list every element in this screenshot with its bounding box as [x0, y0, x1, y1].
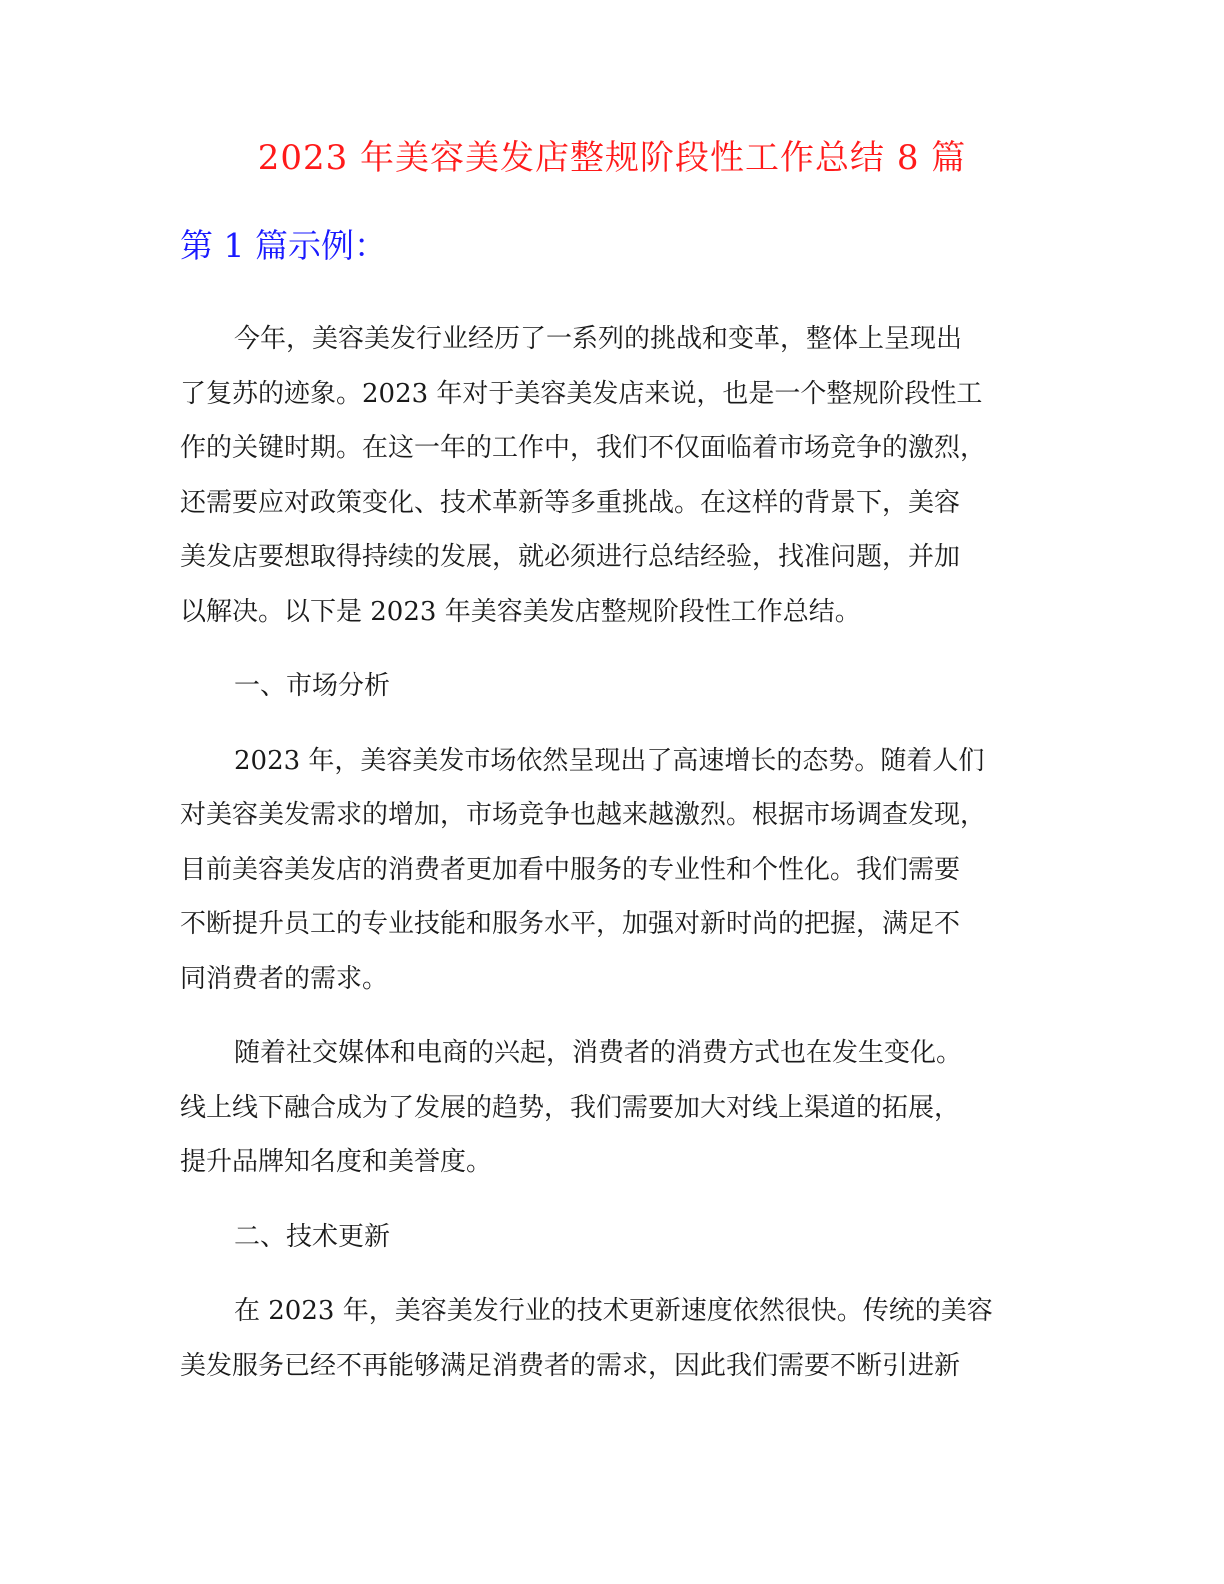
intro-paragraph [180, 312, 1060, 639]
text-line: 同消费者的需求。 [180, 963, 389, 994]
text-line: 对美容美发需求的增加，市场竞争也越来越激烈。根据市场调查发现， [180, 800, 987, 830]
section-heading: 第 1 篇示例： [180, 226, 387, 265]
social-media-paragraph [180, 1026, 1060, 1190]
text-line: 线上线下融合成为了发展的趋势，我们需要加大对线上渠道的拓展， [180, 1092, 961, 1123]
text-line: 作的关键时期。在这一年的工作中，我们不仅面临着市场竞争的激烈， [180, 433, 987, 463]
text-line: 了复苏的迹象。2023 年对于美容美发店来说，也是一个整规阶段性工 [180, 378, 983, 409]
text-line: 2023 年，美容美发市场依然呈现出了高速增长的态势。随着人们 [234, 745, 985, 776]
text-line: 今年，美容美发行业经历了一系列的挑战和变革，整体上呈现出 [234, 324, 963, 354]
document-title: 2023 年美容美发店整规阶段性工作总结 8 篇 [257, 138, 967, 178]
text-line: 不断提升员工的专业技能和服务水平，加强对新时尚的把握，满足不 [180, 909, 961, 939]
subheading-tech-update: 二、技术更新 [234, 1221, 391, 1252]
tech-paragraph [180, 1284, 1060, 1393]
text-line: 随着社交媒体和电商的兴起，消费者的消费方式也在发生变化。 [234, 1038, 963, 1068]
text-line: 以解决。以下是 2023 年美容美发店整规阶段性工作总结。 [180, 596, 861, 627]
market-paragraph [180, 734, 1060, 1007]
text-line: 目前美容美发店的消费者更加看中服务的专业性和个性化。我们需要 [180, 854, 961, 885]
text-line: 提升品牌知名度和美誉度。 [180, 1147, 493, 1177]
text-line: 美发服务已经不再能够满足消费者的需求，因此我们需要不断引进新 [180, 1350, 961, 1381]
text-line: 在 2023 年，美容美发行业的技术更新速度依然很快。传统的美容 [234, 1296, 993, 1326]
document-body [180, 312, 1060, 1413]
subheading-market-analysis: 一、市场分析 [234, 671, 391, 701]
text-line: 美发店要想取得持续的发展，就必须进行总结经验，找准问题，并加 [180, 542, 961, 572]
text-line: 还需要应对政策变化、技术革新等多重挑战。在这样的背景下，美容 [180, 487, 961, 518]
